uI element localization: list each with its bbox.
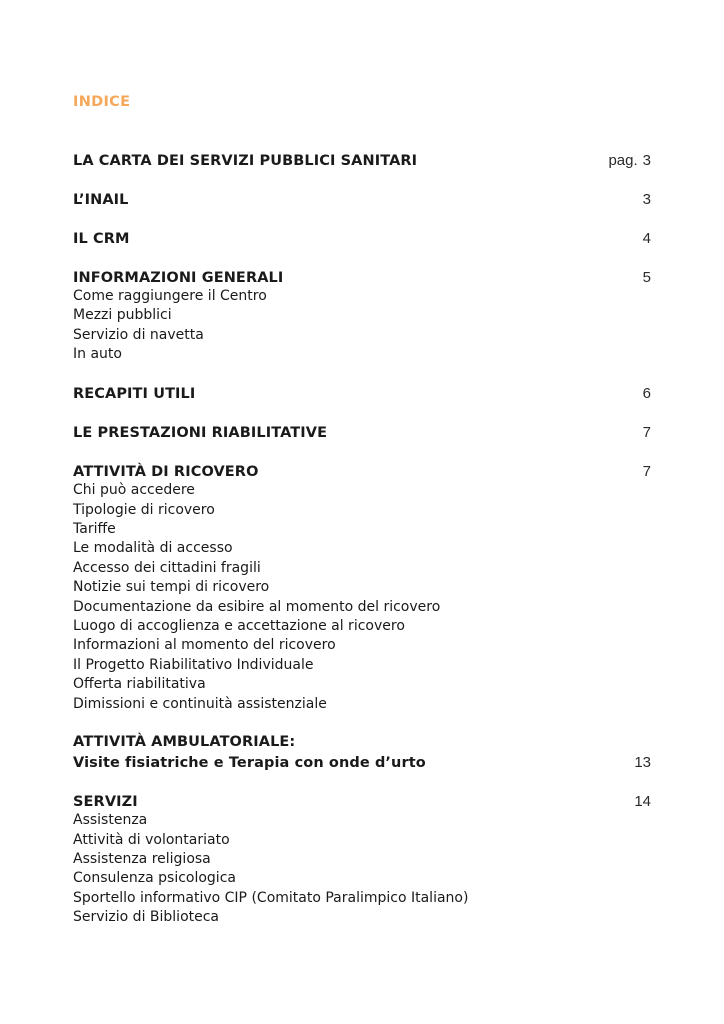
- toc-heading: RECAPITI UTILI: [73, 386, 196, 403]
- toc-heading: LA CARTA DEI SERVIZI PUBBLICI SANITARI: [73, 153, 418, 169]
- index-title: INDICE: [73, 94, 131, 110]
- toc-subitem: Offerta riabilitativa: [73, 676, 206, 693]
- toc-heading-row: [73, 384, 651, 403]
- toc-heading: IL CRM: [73, 230, 130, 247]
- toc-heading: L’INAIL: [73, 191, 129, 208]
- toc-subitem: Attività di volontariato: [73, 831, 230, 848]
- toc-section: [73, 268, 651, 365]
- toc-page-number: [634, 792, 651, 811]
- toc-page-number: [643, 462, 651, 481]
- toc-page-number: [643, 384, 651, 403]
- toc-heading-row: [73, 229, 651, 248]
- toc-section: [73, 151, 651, 170]
- toc-subitem: Sportello informativo CIP (Comitato Paralimpico Italiano): [73, 889, 469, 906]
- toc-subitem: Assistenza religiosa: [73, 850, 211, 867]
- toc-subitem: Servizio di Biblioteca: [73, 909, 220, 926]
- toc-subitem: Informazioni al momento del ricovero: [73, 637, 336, 654]
- page-number-value: 13: [634, 753, 651, 771]
- toc-heading: LE PRESTAZIONI RIABILITATIVE: [73, 425, 328, 442]
- toc-heading: Visite fisiatriche e Terapia con onde d’urto: [73, 754, 426, 771]
- page-prefix: pag.: [608, 152, 638, 169]
- page-number-value: 3: [642, 152, 651, 169]
- page-number-value: 5: [642, 268, 651, 286]
- toc-subitem: Consulenza psicologica: [73, 870, 236, 887]
- page-number-value: 3: [642, 190, 651, 208]
- toc-page-number: [634, 753, 651, 772]
- toc-heading-row: [73, 423, 651, 442]
- toc-subitem: Servizio di navetta: [73, 326, 204, 343]
- toc-section: [73, 792, 651, 928]
- toc-subitem: Notizie sui tempi di ricovero: [73, 579, 270, 596]
- toc-section: [73, 384, 651, 403]
- toc-subitem: Tariffe: [73, 521, 116, 538]
- toc-section: [73, 190, 651, 209]
- toc-heading-row: [73, 733, 651, 752]
- toc-heading: ATTIVITÀ AMBULATORIALE:: [73, 734, 296, 751]
- toc-subitem: Tipologie di ricovero: [73, 501, 215, 518]
- toc-subitem: Accesso dei cittadini fragili: [73, 559, 261, 576]
- page-number-value: 6: [642, 385, 651, 403]
- toc-heading: SERVIZI: [73, 793, 138, 810]
- toc-heading-row: [73, 151, 651, 170]
- toc-heading-row: [73, 753, 651, 772]
- toc-heading-row: [73, 792, 651, 811]
- page-number-value: 7: [642, 424, 651, 442]
- page-number-value: 4: [642, 229, 651, 247]
- toc-page-number: [643, 229, 651, 248]
- toc-subitem: Le modalità di accesso: [73, 540, 233, 557]
- toc-page-number: [643, 190, 651, 209]
- table-of-contents: [73, 151, 651, 947]
- page-number-value: 7: [642, 462, 651, 480]
- toc-section: [73, 229, 651, 248]
- toc-page-number: [643, 423, 651, 442]
- toc-subitem: Chi può accedere: [73, 482, 195, 499]
- toc-heading: ATTIVITÀ DI RICOVERO: [73, 463, 259, 480]
- toc-page-number: [643, 268, 651, 287]
- toc-heading: INFORMAZIONI GENERALI: [73, 269, 284, 286]
- toc-subitem: Dimissioni e continuità assistenziale: [73, 695, 327, 712]
- toc-section: [73, 733, 651, 772]
- toc-subitem: In auto: [73, 346, 122, 363]
- toc-subitem: Documentazione da esibire al momento del ricovero: [73, 598, 441, 615]
- toc-page-number: [608, 151, 651, 170]
- toc-subitem: Mezzi pubblici: [73, 307, 172, 324]
- toc-heading-row: [73, 268, 651, 287]
- page-number-value: 14: [634, 792, 651, 810]
- toc-heading-row: [73, 190, 651, 209]
- toc-heading-row: [73, 462, 651, 481]
- toc-subitem: Il Progetto Riabilitativo Individuale: [73, 656, 314, 673]
- toc-subitem: Come raggiungere il Centro: [73, 288, 267, 305]
- toc-section: [73, 423, 651, 442]
- toc-subitem: Luogo di accoglienza e accettazione al ricovero: [73, 618, 405, 635]
- toc-subitem: Assistenza: [73, 812, 148, 829]
- toc-section: [73, 462, 651, 714]
